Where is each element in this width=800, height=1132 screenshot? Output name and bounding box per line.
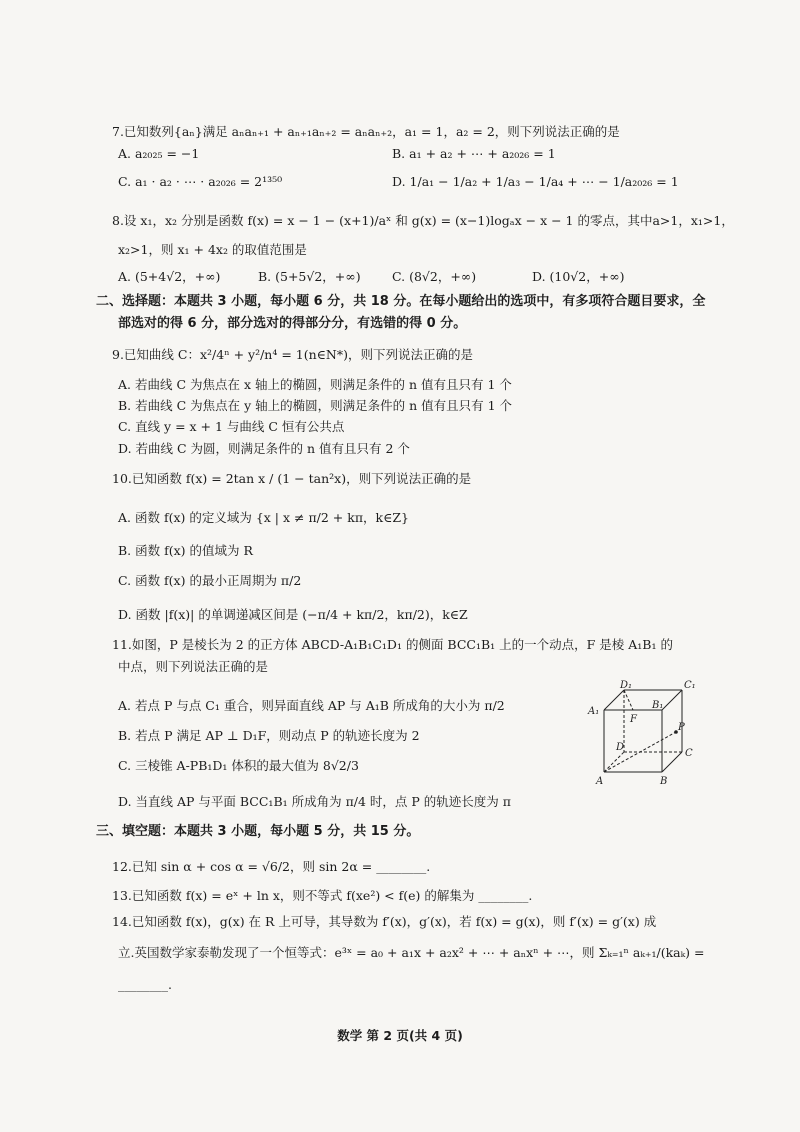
edge-a1d1 bbox=[604, 690, 624, 710]
q8-line2: x₂>1，则 x₁ + 4x₂ 的取值范围是 bbox=[118, 242, 307, 257]
label-d: D bbox=[616, 742, 625, 753]
label-d1: D₁ bbox=[620, 680, 633, 691]
q7-option-d: D. 1/a₁ − 1/a₂ + 1/a₃ − 1/a₄ + ⋯ − 1/a₂₀₂₆ = 1 bbox=[392, 174, 679, 189]
q9-option-c: C. 直线 y = x + 1 与曲线 C 恒有公共点 bbox=[118, 419, 345, 434]
q8-option-b: B. (5+5√2，+∞) bbox=[258, 269, 361, 284]
q13: 13.已知函数 f(x) = eˣ + ln x，则不等式 f(xe²) < f(e) 的解集为 ________. bbox=[112, 888, 533, 903]
q11-option-a: A. 若点 P 与点 C₁ 重合，则异面直线 AP 与 A₁B 所成角的大小为 π/2 bbox=[118, 698, 505, 713]
label-c1: C₁ bbox=[684, 680, 696, 691]
label-a1: A₁ bbox=[588, 706, 600, 717]
q10-option-c: C. 函数 f(x) 的最小正周期为 π/2 bbox=[118, 573, 302, 588]
section3-header: 三、填空题：本题共 3 小题，每小题 5 分，共 15 分。 bbox=[96, 824, 420, 839]
q7-option-a: A. a₂₀₂₅ = −1 bbox=[118, 146, 200, 161]
cube-figure bbox=[584, 680, 704, 792]
q7-stem: 7.已知数列{aₙ}满足 aₙaₙ₊₁ + aₙ₊₁aₙ₊₂ = aₙaₙ₊₂，a₁ = 1，a₂ = 2，则下列说法正确的是 bbox=[112, 124, 620, 139]
q10-option-d: D. 函数 |f(x)| 的单调递减区间是 (−π/4 + kπ/2，kπ/2)，k∈Z bbox=[118, 607, 468, 622]
label-f: F bbox=[630, 714, 637, 725]
label-a: A bbox=[596, 776, 604, 787]
q7-option-c: C. a₁ · a₂ · ⋯ · a₂₀₂₆ = 2¹³⁵⁰ bbox=[118, 174, 283, 189]
edge-b1c1 bbox=[662, 690, 682, 710]
q12: 12.已知 sin α + cos α = √6/2，则 sin 2α = ________. bbox=[112, 859, 431, 874]
q9-option-b: B. 若曲线 C 为焦点在 y 轴上的椭圆，则满足条件的 n 值有且只有 1 个 bbox=[118, 398, 513, 413]
q14-line3: ________. bbox=[118, 977, 172, 992]
q14-line2: 立.英国数学家泰勒发现了一个恒等式：e³ˣ = a₀ + a₁x + a₂x² + ⋯ + aₙxⁿ + ⋯，则 Σₖ₌₁ⁿ aₖ₊₁/(kaₖ) = bbox=[118, 945, 705, 960]
segment-d1f bbox=[624, 690, 633, 710]
q11-line1: 11.如图，P 是棱长为 2 的正方体 ABCD-A₁B₁C₁D₁ 的侧面 BCC₁B₁ 上的一个动点，F 是棱 A₁B₁ 的 bbox=[112, 637, 673, 652]
edge-bc bbox=[662, 752, 682, 772]
q10-stem: 10.已知函数 f(x) = 2tan x / (1 − tan²x)，则下列说法正确的是 bbox=[112, 471, 472, 486]
q9-stem: 9.已知曲线 C：x²/4ⁿ + y²/n⁴ = 1(n∈N*)，则下列说法正确的是 bbox=[112, 347, 473, 362]
q14-line1: 14.已知函数 f(x)，g(x) 在 R 上可导，其导数为 f′(x)，g′(x)，若 f(x) = g(x)，则 f′(x) = g′(x) 成 bbox=[112, 914, 657, 929]
label-b: B bbox=[660, 776, 668, 787]
q9-option-a: A. 若曲线 C 为焦点在 x 轴上的椭圆，则满足条件的 n 值有且只有 1 个 bbox=[118, 377, 512, 392]
q10-option-b: B. 函数 f(x) 的值域为 R bbox=[118, 543, 253, 558]
label-c: C bbox=[685, 748, 693, 759]
section2-header-line1: 二、选择题：本题共 3 小题，每小题 6 分，共 18 分。在每小题给出的选项中，有多项符合题目要求，全 bbox=[96, 294, 706, 309]
q11-option-b: B. 若点 P 满足 AP ⊥ D₁F，则动点 P 的轨迹长度为 2 bbox=[118, 728, 420, 743]
q11-line2: 中点，则下列说法正确的是 bbox=[118, 659, 269, 674]
q8-line1: 8.设 x₁，x₂ 分别是函数 f(x) = x − 1 − (x+1)/aˣ 和 g(x) = (x−1)logₐx − x − 1 的零点，其中a>1，x₁>1， bbox=[112, 213, 734, 228]
label-p: P bbox=[678, 722, 685, 733]
q11-option-c: C. 三棱锥 A-PB₁D₁ 体积的最大值为 8√2/3 bbox=[118, 758, 359, 773]
q9-option-d: D. 若曲线 C 为圆，则满足条件的 n 值有且只有 2 个 bbox=[118, 441, 410, 456]
q8-option-a: A. (5+4√2，+∞) bbox=[118, 269, 221, 284]
page-footer: 数学 第 2 页(共 4 页) bbox=[337, 1028, 463, 1043]
q7-option-b: B. a₁ + a₂ + ⋯ + a₂₀₂₆ = 1 bbox=[392, 146, 556, 161]
edge-ad bbox=[604, 752, 624, 772]
label-b1: B₁ bbox=[652, 700, 664, 711]
q8-option-d: D. (10√2，+∞) bbox=[532, 269, 625, 284]
q10-option-a: A. 函数 f(x) 的定义域为 {x | x ≠ π/2 + kπ，k∈Z} bbox=[118, 510, 410, 525]
q8-option-c: C. (8√2，+∞) bbox=[392, 269, 477, 284]
q11-option-d: D. 当直线 AP 与平面 BCC₁B₁ 所成角为 π/4 时，点 P 的轨迹长度为 π bbox=[118, 794, 511, 809]
section2-header-line2: 部选对的得 6 分，部分选对的得部分分，有选错的得 0 分。 bbox=[118, 316, 467, 331]
